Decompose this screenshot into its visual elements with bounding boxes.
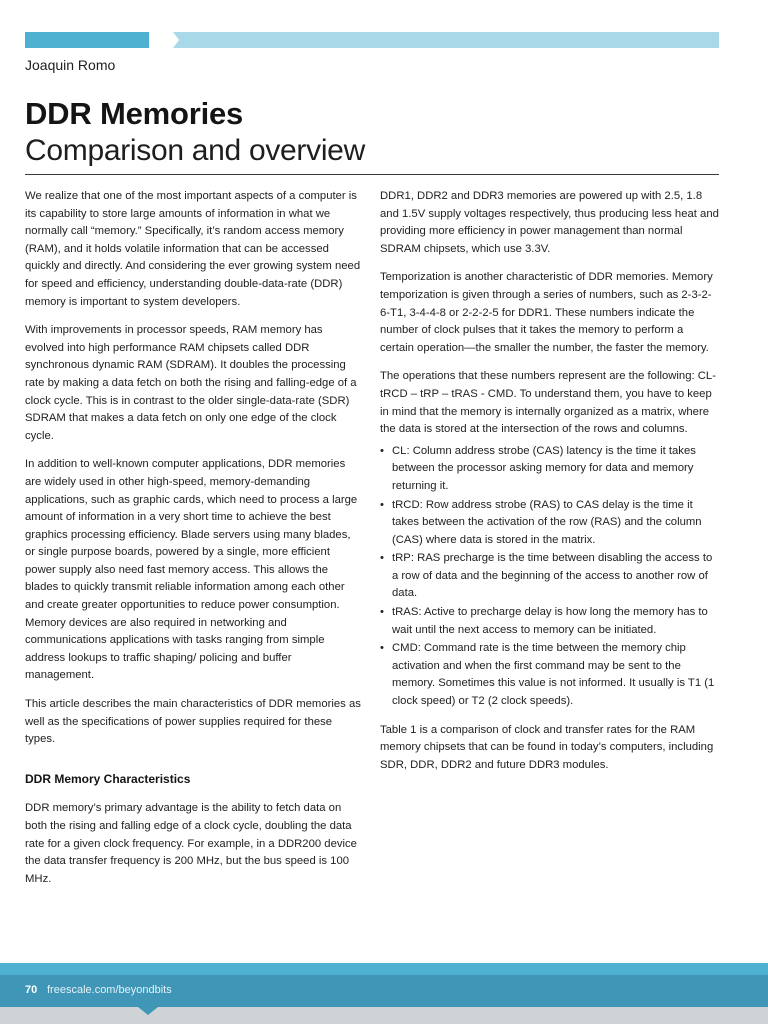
article-title: DDR Memories bbox=[25, 96, 244, 131]
list-item: • tRP: RAS precharge is the time between disabling the access to a row of data and the beginning of the access to another row of data. bbox=[380, 550, 720, 603]
paragraph: With improvements in processor speeds, RAM memory has evolved into high performance RAM chipsets called DDR synchronous dynamic RAM (SDRAM). It doubles the processing rate by making a data fetch on both the rising and falling-edge of a clock cycle. This is in contrast to the older single-data-rate (SDR) SDRAM that makes a data fetch on only one edge of the clock cycle. bbox=[25, 324, 357, 442]
paragraph: In addition to well-known computer applications, DDR memories are widely used in other high-speed, memory-demanding applications, such as graphic cards, which need to process a large amount of information in a very short time to achieve the best graphics processing efficiency. Blade servers using many blades, or single purpose boards, powered by a single, more efficient power supply also need fast memory access. This allows the blades to quickly transmit reliable information among each other and create greater opportunities to reduce power consumption. Memory devices are also required in networking and communications applications with tasks ranging from simple address lookups to traffic shaping/ policing and buffer management. bbox=[25, 458, 358, 682]
section-heading: DDR Memory Characteristics bbox=[25, 771, 191, 786]
list-item: • tRCD: Row address strobe (RAS) to CAS delay is the time it takes between the activation of the row (RAS) and the column (CAS) where data is stored in the matrix. bbox=[380, 497, 720, 550]
header-accent-bar bbox=[25, 32, 719, 48]
header-accent-bar-dark bbox=[25, 32, 149, 48]
operations-list bbox=[380, 443, 720, 711]
right-column bbox=[380, 188, 720, 785]
footer-gray-strip bbox=[0, 1007, 768, 1024]
footer-accent-band bbox=[0, 963, 768, 975]
paragraph: This article describes the main characteristics of DDR memories as well as the specifications of power supplies required for these types. bbox=[25, 698, 361, 746]
paragraph: DDR1, DDR2 and DDR3 memories are powered up with 2.5, 1.8 and 1.5V supply voltages respectively, thus producing less heat and providing more efficiency in power management than normal SDRAM chipsets, which use 3.3V. bbox=[380, 190, 719, 255]
footer-url-link[interactable]: freescale.com/beyondbits bbox=[47, 984, 172, 996]
paragraph: We realize that one of the most important aspects of a computer is its capability to store large amounts of information in what we normally call “memory.” Specifically, it’s random access memory (RAM), and it holds volatile information that can be accessed quickly and directly. And considering the ever growing system need for speed and efficiency, understanding double-data-rate (DDR) memory is important to system developers. bbox=[25, 190, 361, 308]
header-accent-bar-light bbox=[149, 32, 719, 48]
title-divider bbox=[25, 174, 719, 175]
footer-notch bbox=[138, 1007, 158, 1015]
paragraph: Table 1 is a comparison of clock and transfer rates for the RAM memory chipsets that can be found in today’s computers, including SDR, DDR, DDR2 and future DDR3 modules. bbox=[380, 723, 714, 771]
paragraph: Temporization is another characteristic of DDR memories. Memory temporization is given through a series of numbers, such as 2-3-2-6-T1, 3-4-4-8 or 2-2-2-5 for DDR1. These numbers indicate the number of clock pulses that it takes the memory to perform a certain operation—the smaller the number, the faster the memory. bbox=[380, 271, 713, 354]
list-item: • CMD: Command rate is the time between the memory chip activation and when the first command may be sent to the memory. Sometimes this value is not informed. It usually is T1 (1 clock speed) or T2 (2 clock speeds). bbox=[380, 640, 720, 710]
left-column bbox=[25, 188, 363, 899]
list-item: • CL: Column address strobe (CAS) latency is the time it takes between the processor asking memory for data and memory returning it. bbox=[380, 443, 720, 496]
page-number: 70 bbox=[25, 984, 38, 996]
article-subtitle: Comparison and overview bbox=[25, 134, 365, 167]
author-name: Joaquin Romo bbox=[25, 57, 116, 73]
paragraph: DDR memory’s primary advantage is the ability to fetch data on both the rising and falling edge of a clock cycle, doubling the data rate for a given clock frequency. For example, in a DDR200 device the data transfer frequency is 200 MHz, but the bus speed is 100 MHz. bbox=[25, 802, 357, 885]
list-item: • tRAS: Active to precharge delay is how long the memory has to wait until the next access to memory can be initiated. bbox=[380, 604, 720, 639]
paragraph: The operations that these numbers represent are the following: CL- tRCD – tRP – tRAS - CMD. To understand them, you have to keep in mind that the memory is internally organized as a matrix, where the data is stored at the intersection of the rows and columns. bbox=[380, 370, 716, 436]
